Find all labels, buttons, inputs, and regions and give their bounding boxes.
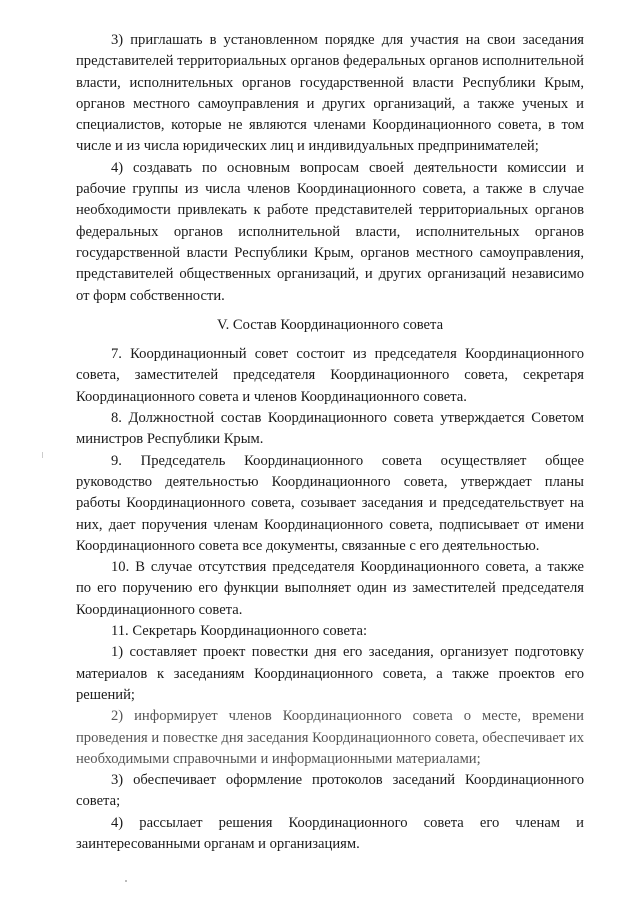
paragraph-11-item-3: 3) обеспечивает оформление протоколов заседаний Координационного совета; — [76, 772, 584, 810]
document-page — [76, 30, 584, 855]
paragraph-11: 11. Секретарь Координационного совета: — [111, 623, 368, 640]
paragraph-10: 10. В случае отсутствия председателя Координационного совета, а также по его поручению его функции выполняет один из заместителей председателя Координационного совета. — [76, 559, 584, 618]
scan-margin-mark — [42, 452, 43, 458]
paragraph-11-item-1: 1) составляет проект повестки дня его заседания, организует подготовку материалов к заседаниям Координационного совета, а также проектов его решений; — [76, 644, 584, 703]
section-heading: V. Состав Координационного совета — [216, 316, 444, 333]
paragraph-11-item-4: 4) рассылает решения Координационного совета его членам и заинтересованными органам и организациям. — [76, 814, 584, 852]
paragraph-8: 8. Должностной состав Координационного совета утверждается Советом министров Республики Крым. — [76, 410, 584, 448]
paragraph-item-4: 4) создавать по основным вопросам своей деятельности комиссии и рабочие группы из числа членов Координационного совета, а также в случае необходимости привлекать к работе представителей территориальных органов федеральных органов исполнительной власти, исполнительных органов государственной власти Республики Крым, органов местного самоуправления, представителей общественных организаций, и других организаций независимо от форм собственности. — [76, 159, 584, 304]
scan-dust-mark — [125, 880, 127, 882]
paragraph-item-3: 3) приглашать в установленном порядке для участия на свои заседания представителей территориальных органов федеральных органов исполнительной власти, исполнительных органов государственной власти Республики Крым, органов местного самоуправления и других организаций, а также ученых и специалистов, которые не являются членами Координационного совета, в том числе и из числа юридических лиц и индивидуальных предпринимателей; — [76, 32, 584, 155]
paragraph-9: 9. Председатель Координационного совета осуществляет общее руководство деятельностью Координационного совета, утверждает планы работы Координационного совета, созывает заседания и председательствует на них, дает поручения членам Координационного совета, подписывает от имени Координационного совета все документы, связанные с его деятельностью. — [76, 452, 584, 554]
paragraph-11-item-2: 2) информирует членов Координационного совета о месте, времени проведения и повестке дня заседания Координационного совета, обеспечивает их необходимыми справочными и информационными материалами; — [76, 708, 584, 767]
paragraph-7: 7. Координационный совет состоит из председателя Координационного совета, заместителей председателя Координационного совета, секретаря Координационного совета и членов Координационного совета. — [76, 346, 584, 405]
